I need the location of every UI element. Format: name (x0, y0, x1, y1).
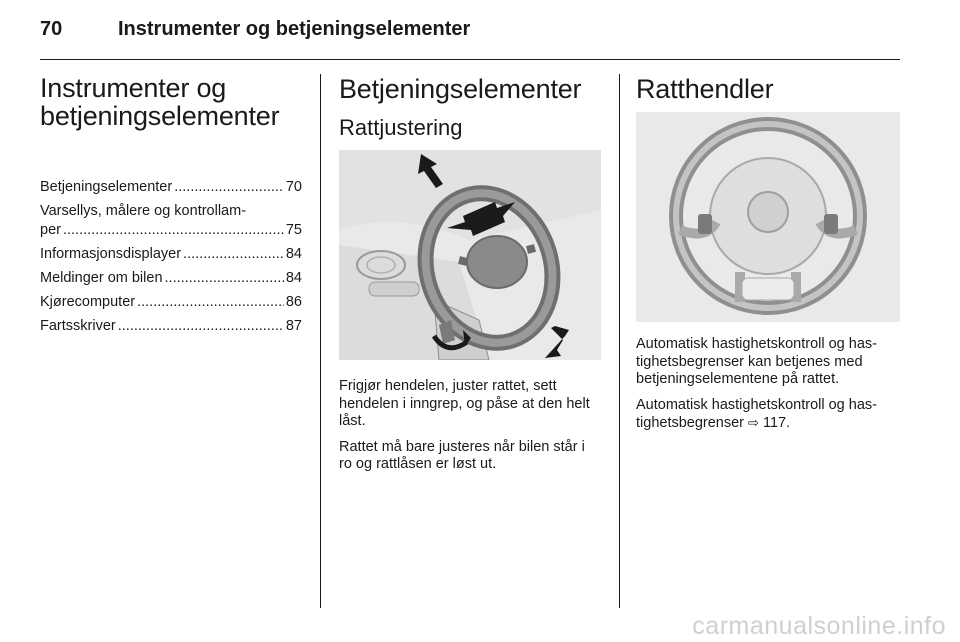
reference-page-link[interactable]: 117. (762, 415, 791, 431)
toc-item[interactable]: Betjeningselementer ..... 70 (40, 178, 302, 197)
subsection-title: Rattjustering (339, 115, 463, 140)
steering-wheel-adjust-icon (339, 150, 601, 360)
table-of-contents (40, 178, 302, 341)
steering-wheel-controls-illustration (636, 112, 900, 322)
column-divider-right (619, 74, 620, 608)
steering-wheel-icon (636, 112, 900, 322)
section-title-ratthendler: Ratthendler (636, 74, 774, 104)
watermark-text: carmanualsonline.info (692, 612, 946, 640)
chapter-big-title: Instrumenter og betjeningselementer (40, 73, 280, 131)
toc-item[interactable]: Informasjonsdisplayer ..... 84 (40, 245, 302, 264)
paragraph-release-lever: Frigjør hendelen, juster rattet, sett hendelen i inngrep, og påse at den helt låst. (339, 378, 590, 429)
chapter-intro-column (40, 73, 302, 334)
paragraph-cruise-control: Automatisk hastighetskontroll og has-tighetsbegrenser kan betjenes med betjeningselementene på rattet. (636, 336, 877, 387)
header-rule (40, 59, 900, 60)
page-number: 70 (40, 18, 63, 40)
ratthendler-column (636, 74, 900, 431)
steering-adjust-illustration (339, 150, 601, 360)
toc-item[interactable]: Varsellys, målere og kontrollam- per ..... 75 (40, 202, 302, 240)
column-divider-left (320, 74, 321, 608)
paragraph-adjust-warning: Rattet må bare justeres når bilen står i ro og rattlåsen er løst ut. (339, 438, 585, 472)
toc-item[interactable]: Meldinger om bilen ..... 84 (40, 269, 302, 288)
toc-item[interactable]: Fartsskriver ..... 87 (40, 317, 302, 336)
paragraph-cruise-reference: Automatisk hastighetskontroll og has-tighetsbegrenser ⇨ 117. (636, 396, 877, 431)
arrow-reference-icon: ⇨ (748, 415, 759, 430)
controls-column (339, 74, 601, 472)
toc-item[interactable]: Kjørecomputer ..... 86 (40, 293, 302, 312)
page-header (40, 18, 900, 48)
chapter-title: Instrumenter og betjeningselementer (118, 18, 471, 40)
section-title: Betjeningselementer (339, 74, 582, 104)
